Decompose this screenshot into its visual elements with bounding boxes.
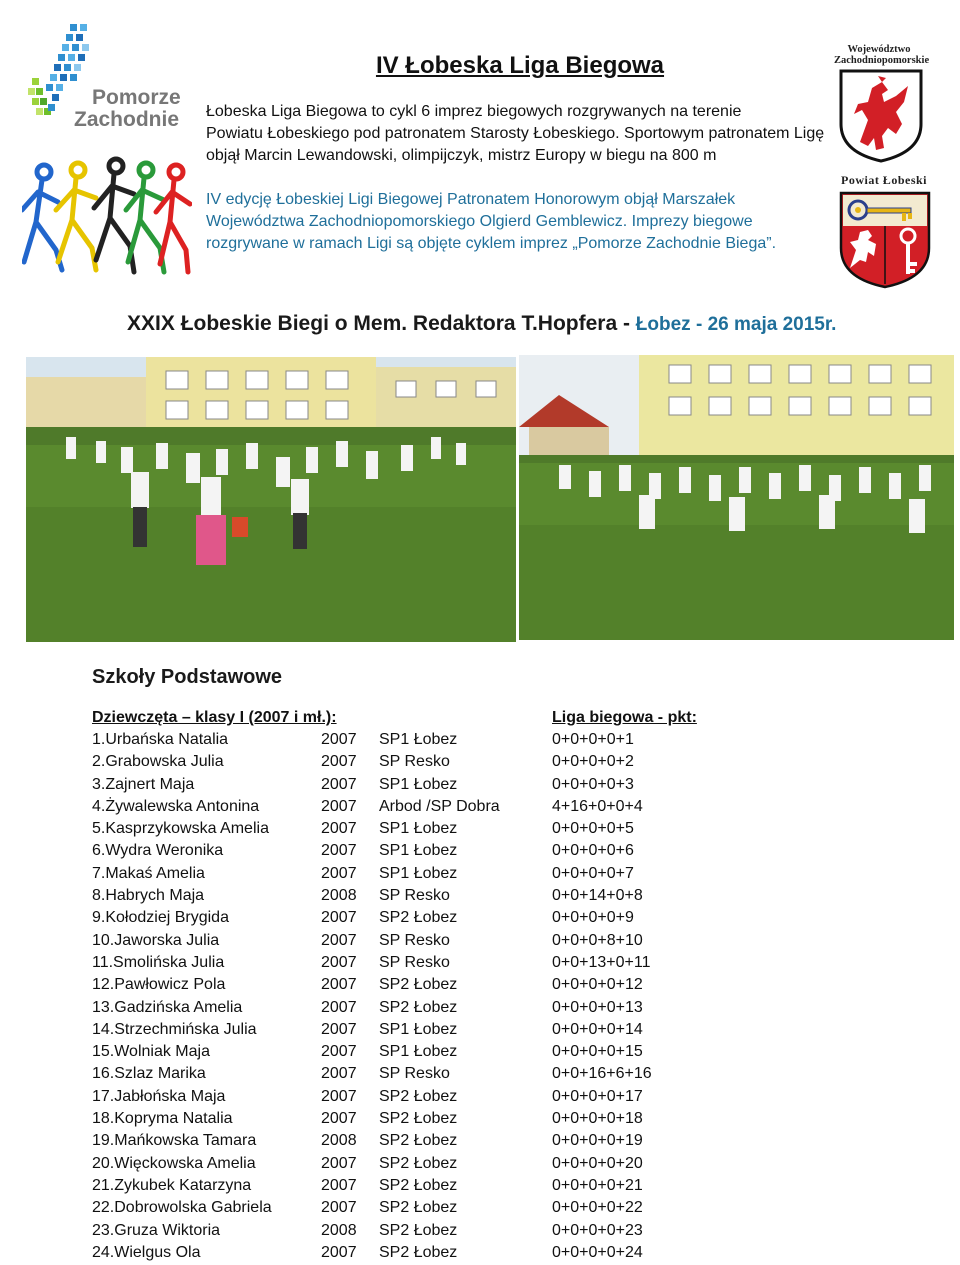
birth-year: 2007 bbox=[321, 820, 357, 838]
birth-year: 2007 bbox=[321, 909, 357, 927]
school-name: SP2 Łobez bbox=[379, 1199, 458, 1217]
birth-year: 2007 bbox=[321, 797, 357, 815]
league-points: 0+0+0+0+6 bbox=[552, 842, 634, 860]
section-title: Szkoły Podstawowe bbox=[92, 666, 283, 688]
school-name: SP2 Łobez bbox=[379, 1221, 458, 1239]
list-item bbox=[92, 885, 792, 907]
event-date: Łobez - 26 maja 2015r. bbox=[635, 314, 837, 335]
league-points: 0+0+0+0+12 bbox=[552, 976, 643, 994]
league-points: 0+0+0+0+7 bbox=[552, 864, 634, 882]
crest-voivodeship-caption-line1: Województwo bbox=[847, 44, 911, 55]
school-name: SP Resko bbox=[379, 753, 450, 771]
birth-year: 2007 bbox=[321, 842, 357, 860]
league-points: 0+0+0+0+21 bbox=[552, 1176, 643, 1194]
birth-year: 2007 bbox=[321, 1087, 357, 1105]
griffin-crest-icon bbox=[838, 68, 924, 164]
list-item bbox=[92, 1019, 792, 1041]
crest-voivodeship-caption-line2: Zachodniopomorskie bbox=[834, 55, 930, 66]
school-name: SP2 Łobez bbox=[379, 1132, 458, 1150]
league-points: 0+0+0+0+19 bbox=[552, 1132, 643, 1150]
list-item bbox=[92, 863, 792, 885]
school-name: SP2 Łobez bbox=[379, 1110, 458, 1128]
patron-line-3: rozgrywane w ramach Ligi są objęte cyklem imprez „Pomorze Zachodnie Biega”. bbox=[206, 235, 777, 252]
list-item bbox=[92, 930, 792, 952]
league-points: 0+0+0+0+13 bbox=[552, 998, 643, 1016]
league-points: 0+0+0+0+22 bbox=[552, 1199, 643, 1217]
points-header: Liga biegowa - pkt: bbox=[552, 709, 697, 726]
birth-year: 2007 bbox=[321, 931, 357, 949]
birth-year: 2008 bbox=[321, 1132, 357, 1150]
school-name: SP1 Łobez bbox=[379, 864, 458, 882]
school-name: SP2 Łobez bbox=[379, 909, 458, 927]
birth-year: 2007 bbox=[321, 1154, 357, 1172]
list-item bbox=[92, 1175, 792, 1197]
athlete-name: 18.Kopryma Natalia bbox=[92, 1110, 233, 1128]
athlete-name: 15.Wolniak Maja bbox=[92, 1043, 210, 1061]
logo-text-zachodnie: Zachodnie bbox=[74, 108, 180, 131]
athlete-name: 22.Dobrowolska Gabriela bbox=[92, 1199, 272, 1217]
league-points: 0+0+0+0+5 bbox=[552, 820, 634, 838]
school-name: SP1 Łobez bbox=[379, 775, 458, 793]
list-item bbox=[92, 1041, 792, 1063]
crest-county-caption: Powiat Łobeski bbox=[840, 173, 927, 187]
school-name: SP2 Łobez bbox=[379, 976, 458, 994]
school-name: SP1 Łobez bbox=[379, 820, 458, 838]
athlete-name: 12.Pawłowicz Pola bbox=[92, 976, 226, 994]
list-item bbox=[92, 1197, 792, 1219]
birth-year: 2007 bbox=[321, 753, 357, 771]
athlete-name: 20.Więckowska Amelia bbox=[92, 1154, 256, 1172]
athlete-name: 7.Makaś Amelia bbox=[92, 864, 205, 882]
category-header: Dziewczęta – klasy I (2007 i mł.): bbox=[92, 709, 337, 726]
list-item bbox=[92, 1130, 792, 1152]
school-name: SP2 Łobez bbox=[379, 1243, 458, 1261]
league-points: 4+16+0+0+4 bbox=[552, 797, 643, 815]
school-name: SP Resko bbox=[379, 1065, 450, 1083]
league-points: 0+0+0+0+2 bbox=[552, 753, 634, 771]
birth-year: 2007 bbox=[321, 998, 357, 1016]
results-list bbox=[92, 729, 792, 1264]
birth-year: 2007 bbox=[321, 953, 357, 971]
list-item bbox=[92, 774, 792, 796]
birth-year: 2007 bbox=[321, 1110, 357, 1128]
birth-year: 2007 bbox=[321, 1065, 357, 1083]
athlete-name: 16.Szlaz Marika bbox=[92, 1065, 206, 1083]
birth-year: 2007 bbox=[321, 864, 357, 882]
list-item bbox=[92, 796, 792, 818]
intro-line-3: objął Marcin Lewandowski, olimpijczyk, mistrz Europy w biegu na 800 m bbox=[206, 147, 717, 164]
league-points: 0+0+14+0+8 bbox=[552, 887, 643, 905]
league-points: 0+0+16+6+16 bbox=[552, 1065, 652, 1083]
school-name: SP Resko bbox=[379, 931, 450, 949]
athlete-name: 11.Smolińska Julia bbox=[92, 953, 225, 971]
school-name: SP1 Łobez bbox=[379, 731, 458, 748]
intro-line-2: Powiatu Łobeskiego pod patronatem Starosty Łobeskiego. Sportowym patronatem Ligę bbox=[206, 125, 825, 142]
school-name: SP2 Łobez bbox=[379, 1154, 458, 1172]
school-name: SP Resko bbox=[379, 887, 450, 905]
list-item bbox=[92, 1153, 792, 1175]
league-points: 0+0+0+0+14 bbox=[552, 1020, 643, 1038]
patron-line-2: Województwa Zachodniopomorskiego Olgierd Gemblewicz. Imprezy biegowe bbox=[206, 213, 753, 230]
county-crest-icon bbox=[838, 190, 932, 290]
athlete-name: 21.Zykubek Katarzyna bbox=[92, 1176, 252, 1194]
birth-year: 2007 bbox=[321, 1020, 357, 1038]
list-item bbox=[92, 974, 792, 996]
list-item bbox=[92, 1220, 792, 1242]
page-title: IV Łobeska Liga Biegowa bbox=[375, 52, 665, 79]
athlete-name: 8.Habrych Maja bbox=[92, 887, 205, 905]
league-points: 0+0+0+0+1 bbox=[552, 731, 634, 748]
list-item bbox=[92, 840, 792, 862]
athlete-name: 19.Mańkowska Tamara bbox=[92, 1132, 257, 1150]
school-name: SP1 Łobez bbox=[379, 842, 458, 860]
patron-line-1: IV edycję Łobeskiej Ligi Biegowej Patronatem Honorowym objął Marszałek bbox=[206, 191, 736, 208]
athlete-name: 3.Zajnert Maja bbox=[92, 775, 195, 793]
athlete-name: 2.Grabowska Julia bbox=[92, 753, 224, 771]
league-points: 0+0+0+0+9 bbox=[552, 909, 634, 927]
mosaic-icon bbox=[28, 24, 89, 115]
list-item bbox=[92, 751, 792, 773]
birth-year: 2007 bbox=[321, 1043, 357, 1061]
league-points: 0+0+0+8+10 bbox=[552, 931, 643, 949]
list-item bbox=[92, 907, 792, 929]
list-item bbox=[92, 1086, 792, 1108]
school-name: SP Resko bbox=[379, 953, 450, 971]
event-heading bbox=[127, 312, 836, 336]
pomorze-zachodnie-logo bbox=[22, 22, 192, 292]
school-name: SP1 Łobez bbox=[379, 1043, 458, 1061]
athlete-name: 24.Wielgus Ola bbox=[92, 1243, 201, 1261]
league-points: 0+0+0+0+20 bbox=[552, 1154, 643, 1172]
event-title: XXIX Łobeskie Biegi o Mem. Redaktora T.Hopfera - bbox=[127, 312, 636, 335]
school-name: SP2 Łobez bbox=[379, 1087, 458, 1105]
league-points: 0+0+0+0+3 bbox=[552, 775, 634, 793]
birth-year: 2007 bbox=[321, 1176, 357, 1194]
list-item bbox=[92, 1242, 792, 1264]
athlete-name: 1.Urbańska Natalia bbox=[92, 731, 229, 748]
athlete-name: 23.Gruza Wiktoria bbox=[92, 1221, 221, 1239]
birth-year: 2008 bbox=[321, 1221, 357, 1239]
league-points: 0+0+0+0+18 bbox=[552, 1110, 643, 1128]
athlete-name: 14.Strzechmińska Julia bbox=[92, 1020, 257, 1038]
league-points: 0+0+0+0+24 bbox=[552, 1243, 643, 1261]
birth-year: 2007 bbox=[321, 1199, 357, 1217]
logo-text-pomorze: Pomorze bbox=[92, 86, 181, 109]
birth-year: 2007 bbox=[321, 775, 357, 793]
school-name: SP2 Łobez bbox=[379, 1176, 458, 1194]
athlete-name: 4.Żywalewska Antonina bbox=[92, 797, 260, 815]
league-points: 0+0+0+0+23 bbox=[552, 1221, 643, 1239]
list-item bbox=[92, 952, 792, 974]
school-name: SP1 Łobez bbox=[379, 1020, 458, 1038]
race-photo-left bbox=[26, 357, 516, 642]
list-item bbox=[92, 818, 792, 840]
race-photo-right bbox=[519, 355, 954, 640]
birth-year: 2007 bbox=[321, 976, 357, 994]
birth-year: 2007 bbox=[321, 1243, 357, 1261]
athlete-name: 13.Gadzińska Amelia bbox=[92, 998, 243, 1016]
birth-year: 2007 bbox=[321, 731, 357, 748]
athlete-name: 10.Jaworska Julia bbox=[92, 931, 220, 949]
league-points: 0+0+13+0+11 bbox=[552, 953, 651, 971]
school-name: SP2 Łobez bbox=[379, 998, 458, 1016]
athlete-name: 17.Jabłońska Maja bbox=[92, 1087, 226, 1105]
list-item bbox=[92, 1108, 792, 1130]
runners-icon bbox=[22, 159, 190, 272]
athlete-name: 9.Kołodziej Brygida bbox=[92, 909, 229, 927]
list-item bbox=[92, 1063, 792, 1085]
school-name: Arbod /SP Dobra bbox=[379, 797, 500, 815]
birth-year: 2008 bbox=[321, 887, 357, 905]
list-item bbox=[92, 997, 792, 1019]
league-points: 0+0+0+0+17 bbox=[552, 1087, 643, 1105]
crest-voivodeship-caption bbox=[834, 44, 930, 66]
athlete-name: 5.Kasprzykowska Amelia bbox=[92, 820, 269, 838]
athlete-name: 6.Wydra Weronika bbox=[92, 842, 224, 860]
list-item bbox=[92, 729, 792, 751]
intro-line-1: Łobeska Liga Biegowa to cykl 6 imprez biegowych rozgrywanych na terenie bbox=[206, 103, 742, 120]
league-points: 0+0+0+0+15 bbox=[552, 1043, 643, 1061]
